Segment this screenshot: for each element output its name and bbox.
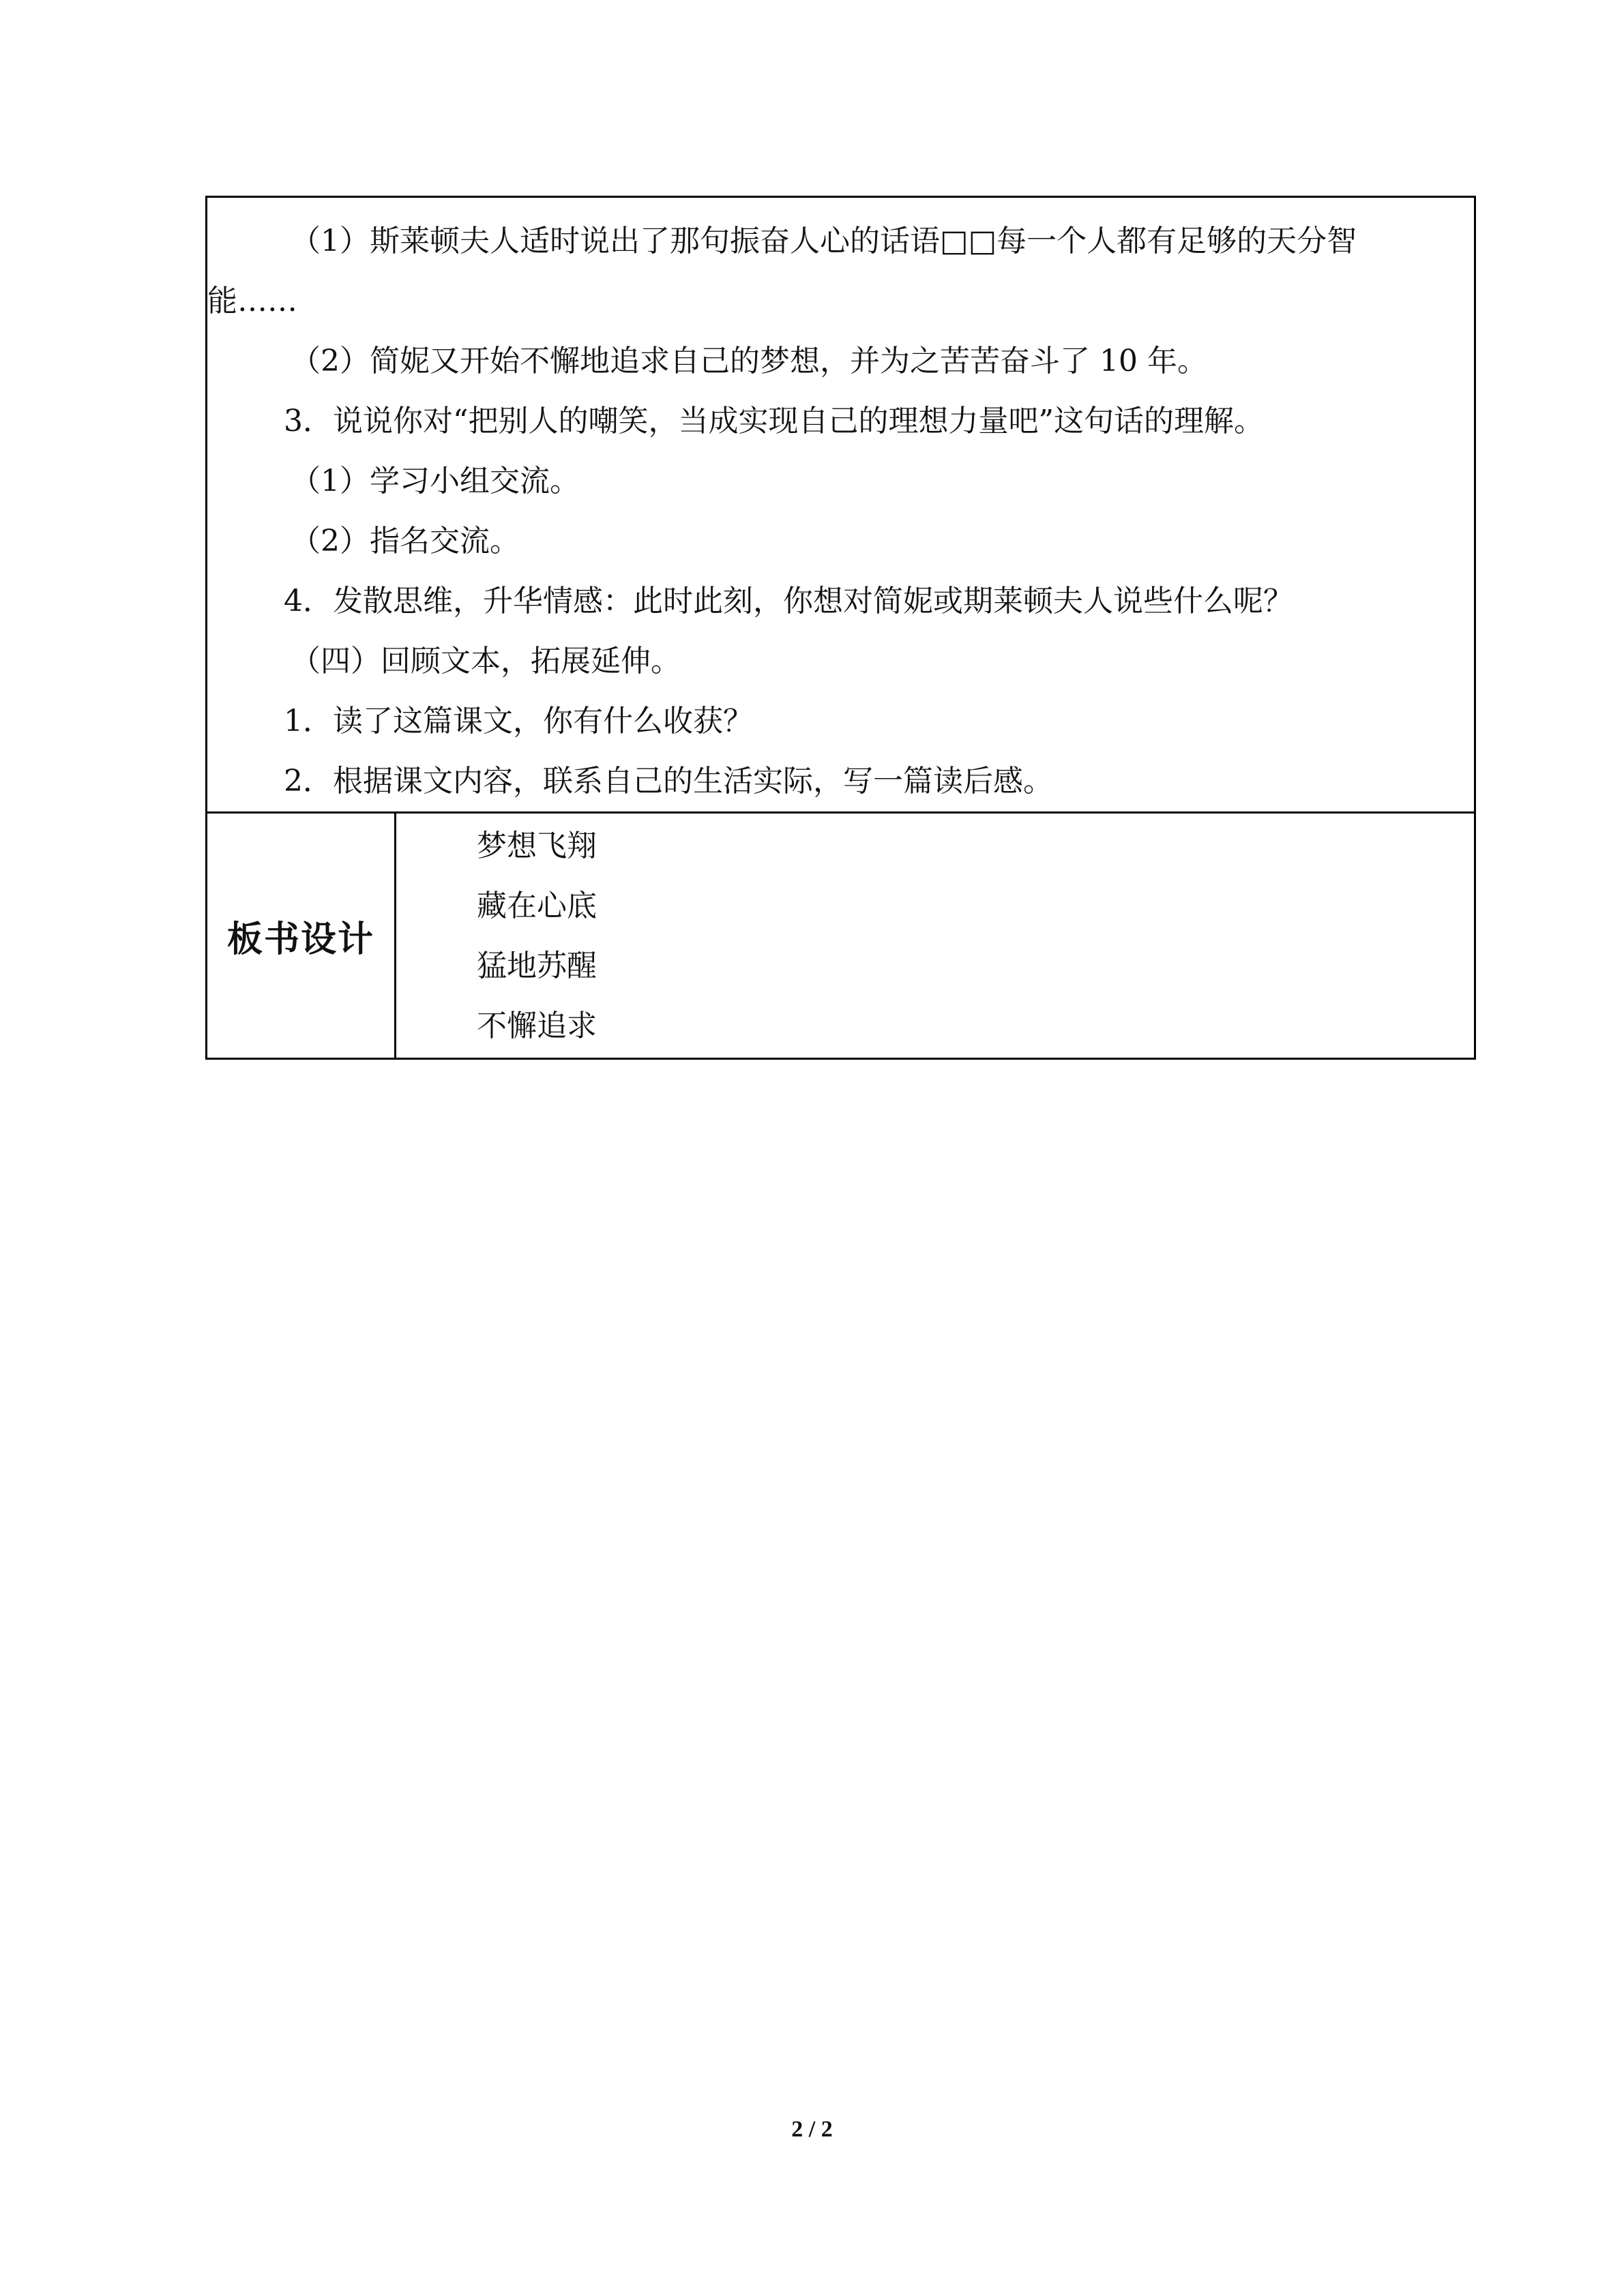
process-row bbox=[207, 197, 1475, 813]
board-line: 不懈追求 bbox=[477, 1009, 597, 1043]
board-design-label: 板书设计 bbox=[226, 919, 374, 960]
paragraph: （2）指名交流。 bbox=[291, 524, 520, 558]
board-design-content-cell bbox=[396, 813, 1475, 1059]
board-design-row bbox=[207, 813, 1475, 1059]
board-design-list bbox=[396, 816, 1474, 1056]
paragraph: （四）回顾文本，拓展延伸。 bbox=[291, 644, 681, 679]
teaching-process-cell bbox=[207, 197, 1475, 813]
paragraph: （1）斯莱顿夫人适时说出了那句振奋人心的话语□□每一个人都有足够的天分智 bbox=[291, 224, 1357, 258]
paragraph: 1．读了这篇课文，你有什么收获？ bbox=[284, 704, 753, 739]
paragraph: 2．根据课文内容，联系自己的生活实际，写一篇读后感。 bbox=[284, 764, 1053, 799]
board-line: 梦想飞翔 bbox=[477, 829, 597, 863]
board-line: 猛地苏醒 bbox=[477, 949, 597, 983]
lesson-plan-table bbox=[205, 196, 1476, 1060]
page-number: 2 / 2 bbox=[791, 2117, 833, 2142]
paragraph: 3．说说你对“把别人的嘲笑，当成实现自己的理想力量吧”这句话的理解。 bbox=[284, 404, 1264, 438]
paragraph: （1）学习小组交流。 bbox=[291, 464, 580, 498]
paragraph: （2）简妮又开始不懈地追求自己的梦想，并为之苦苦奋斗了 10 年。 bbox=[291, 344, 1207, 378]
paragraph: 4．发散思维，升华情感：此时此刻，你想对简妮或期莱顿夫人说些什么呢？ bbox=[284, 584, 1293, 618]
board-line: 藏在心底 bbox=[477, 889, 597, 923]
board-design-label-cell bbox=[207, 813, 396, 1059]
paragraph: 能…… bbox=[207, 284, 297, 318]
